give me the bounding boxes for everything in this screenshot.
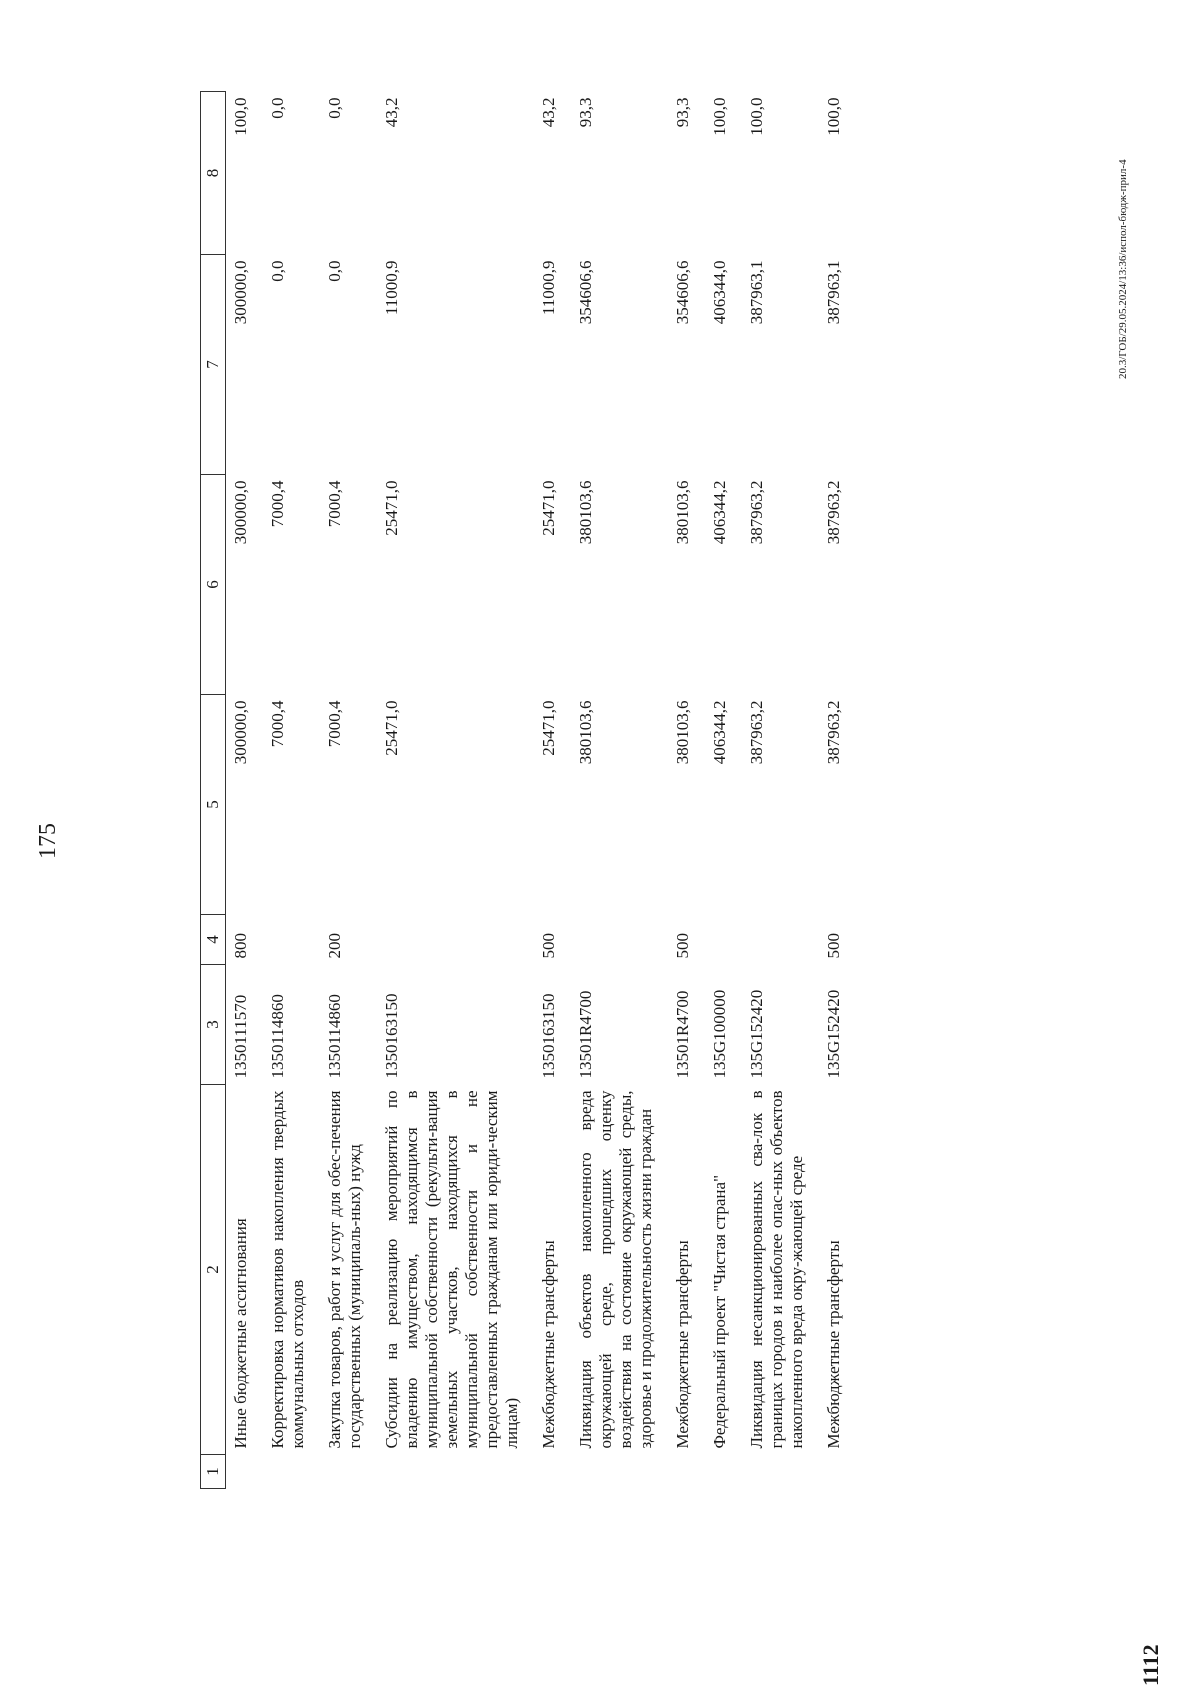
column-header: 5 bbox=[201, 695, 226, 915]
value-col-6: 387963,2 bbox=[824, 480, 843, 545]
row-name: Ликвидация объектов накопленного вреда окружающей среде, прошедших оценку воздействия на состояние окружающей среды, здоровье и продолжительность жизни граждан bbox=[576, 1090, 655, 1449]
table-row bbox=[534, 92, 571, 1489]
expense-type-code bbox=[705, 915, 742, 965]
value-col-5: 406344,2 bbox=[710, 700, 729, 765]
target-code: 13501R4700 bbox=[673, 990, 692, 1079]
value-col-8: 93,3 bbox=[576, 97, 595, 128]
value-col-7: 387963,1 bbox=[824, 260, 843, 325]
value-col-7: 11000,9 bbox=[539, 260, 558, 316]
column-header: 8 bbox=[201, 92, 226, 255]
value-col-8: 100,0 bbox=[231, 97, 250, 136]
value-col-6: 406344,2 bbox=[710, 480, 729, 545]
sheet-number: 1112 bbox=[1138, 1644, 1163, 1686]
table-row bbox=[263, 92, 320, 1489]
row-name: Федеральный проект "Чистая страна" bbox=[710, 1174, 729, 1449]
expense-type-code bbox=[377, 915, 534, 965]
column-number-header bbox=[201, 92, 226, 1489]
expense-type-code bbox=[571, 915, 668, 965]
value-col-8: 93,3 bbox=[673, 97, 692, 128]
document-stamp: 20.3/ГОБ/29.05.2024/13:36/испол-бюдж-прил-4 bbox=[1117, 159, 1129, 379]
table-row bbox=[571, 92, 668, 1489]
value-col-7: 0,0 bbox=[325, 260, 344, 282]
row-name: Субсидии на реализацию мероприятий по владению имуществом, находящимся в муниципальной собственности (рекульти-вация земельных участков, находящихся в муниципальной собственности и не предоставленных гражданам или юриди-ческим лицам) bbox=[382, 1090, 521, 1449]
expense-type-code: 500 bbox=[824, 933, 843, 959]
target-code: 135G100000 bbox=[710, 989, 729, 1079]
value-col-6: 300000,0 bbox=[231, 480, 250, 545]
value-col-5: 387963,2 bbox=[824, 700, 843, 765]
value-col-7: 11000,9 bbox=[382, 260, 401, 316]
value-col-5: 387963,2 bbox=[747, 700, 766, 765]
value-col-7: 406344,0 bbox=[710, 260, 729, 325]
value-col-7: 0,0 bbox=[268, 260, 287, 282]
row-name: Корректировка нормативов накопления твердых коммунальных отходов bbox=[268, 1090, 307, 1449]
target-code: 135G152420 bbox=[747, 989, 766, 1079]
table-row bbox=[377, 92, 534, 1489]
value-col-7: 354606,6 bbox=[576, 260, 595, 325]
column-header: 1 bbox=[201, 1455, 226, 1489]
value-col-6: 7000,4 bbox=[325, 480, 344, 528]
value-col-7: 387963,1 bbox=[747, 260, 766, 325]
value-col-8: 100,0 bbox=[747, 97, 766, 136]
target-code: 1350163150 bbox=[382, 993, 401, 1079]
target-code: 1350114860 bbox=[325, 994, 344, 1079]
expense-type-code: 800 bbox=[231, 933, 250, 959]
value-col-8: 100,0 bbox=[710, 97, 729, 136]
target-code: 1350111570 bbox=[231, 994, 250, 1079]
target-code: 1350163150 bbox=[539, 993, 558, 1079]
column-header: 6 bbox=[201, 475, 226, 695]
value-col-6: 387963,2 bbox=[747, 480, 766, 545]
value-col-8: 43,2 bbox=[539, 97, 558, 128]
column-header: 7 bbox=[201, 255, 226, 475]
value-col-5: 7000,4 bbox=[268, 700, 287, 748]
row-name: Межбюджетные трансферты bbox=[824, 1240, 843, 1449]
value-col-8: 43,2 bbox=[382, 97, 401, 128]
value-col-5: 380103,6 bbox=[673, 700, 692, 765]
value-col-7: 300000,0 bbox=[231, 260, 250, 325]
row-name: Ликвидация несанкционированных сва-лок в границах городов и наиболее опас-ных объектов накопленного вреда окру-жающей среде bbox=[747, 1090, 806, 1449]
value-col-8: 0,0 bbox=[268, 97, 287, 119]
row-name: Межбюджетные трансферты bbox=[539, 1240, 558, 1449]
expense-type-code: 500 bbox=[673, 933, 692, 959]
target-code: 1350114860 bbox=[268, 994, 287, 1079]
row-name: Закупка товаров, работ и услуг для обес-печения государственных (муниципаль-ных) нужд bbox=[325, 1090, 364, 1449]
value-col-7: 354606,6 bbox=[673, 260, 692, 325]
value-col-6: 7000,4 bbox=[268, 480, 287, 528]
table-row bbox=[668, 92, 705, 1489]
expense-type-code: 200 bbox=[325, 933, 344, 959]
value-col-8: 100,0 bbox=[824, 97, 843, 136]
table-row bbox=[742, 92, 819, 1489]
budget-table bbox=[200, 91, 856, 1489]
table-row bbox=[320, 92, 377, 1489]
table-row bbox=[819, 92, 856, 1489]
column-header: 2 bbox=[201, 1085, 226, 1455]
expense-type-code bbox=[742, 915, 819, 965]
value-col-5: 25471,0 bbox=[539, 700, 558, 756]
value-col-8: 0,0 bbox=[325, 97, 344, 119]
value-col-5: 300000,0 bbox=[231, 700, 250, 765]
value-col-6: 25471,0 bbox=[382, 480, 401, 536]
value-col-6: 380103,6 bbox=[673, 480, 692, 545]
page-number: 175 bbox=[35, 823, 61, 859]
column-header: 4 bbox=[201, 915, 226, 965]
expense-type-code: 500 bbox=[539, 933, 558, 959]
target-code: 135G152420 bbox=[824, 989, 843, 1079]
value-col-5: 25471,0 bbox=[382, 700, 401, 756]
target-code: 13501R4700 bbox=[576, 990, 595, 1079]
row-name: Межбюджетные трансферты bbox=[673, 1240, 692, 1449]
value-col-6: 380103,6 bbox=[576, 480, 595, 545]
value-col-5: 380103,6 bbox=[576, 700, 595, 765]
expense-type-code bbox=[263, 915, 320, 965]
column-header: 3 bbox=[201, 965, 226, 1085]
table-row bbox=[226, 92, 264, 1489]
value-col-5: 7000,4 bbox=[325, 700, 344, 748]
table-row bbox=[705, 92, 742, 1489]
row-name: Иные бюджетные ассигнования bbox=[231, 1218, 250, 1449]
value-col-6: 25471,0 bbox=[539, 480, 558, 536]
